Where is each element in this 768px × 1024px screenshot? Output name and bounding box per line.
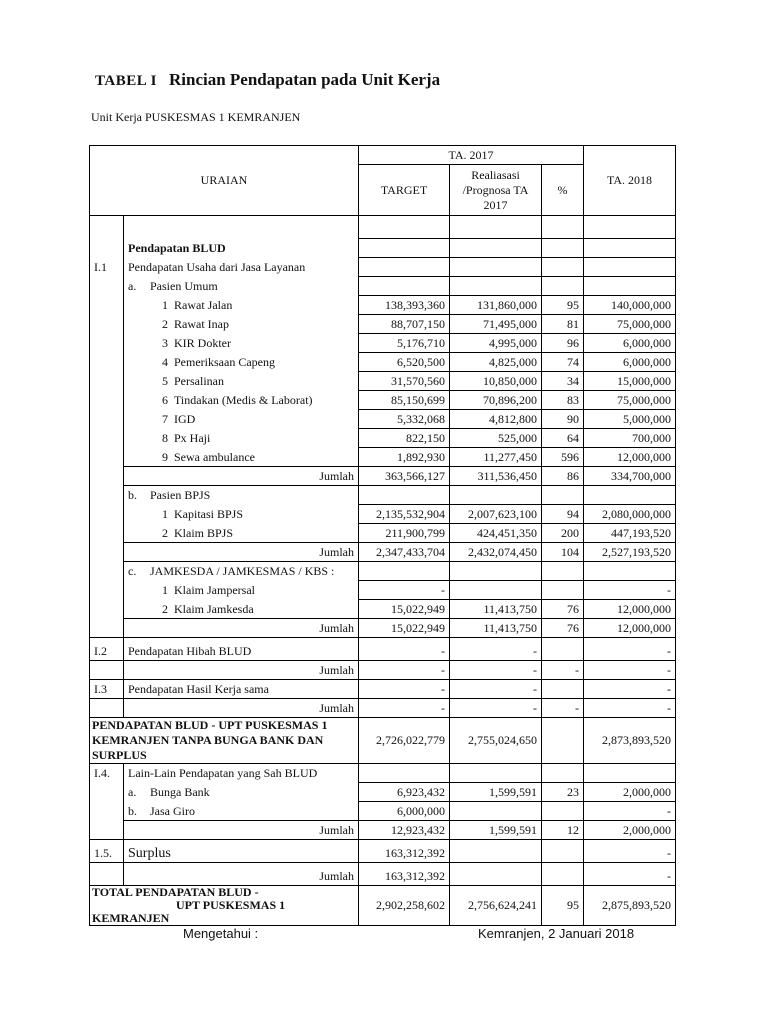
cell-realisasi: 11,413,750 [450, 599, 542, 618]
group-a [90, 276, 676, 295]
total-real: 2,756,624,241 [450, 885, 542, 925]
table-title [95, 70, 440, 90]
jumlah-label: Jumlah [124, 820, 359, 839]
table-row [90, 352, 676, 371]
jumlah-c-real: 11,413,750 [450, 618, 542, 637]
item-number: 8 [162, 431, 168, 445]
cell-target: 6,000,000 [359, 801, 450, 820]
cell-realisasi [450, 580, 542, 599]
jumlah-i3-row [90, 698, 676, 717]
table-row [90, 504, 676, 523]
jumlah-b-pct: 104 [542, 542, 584, 561]
total-label-line2: UPT PUSKESMAS 1 [176, 897, 286, 912]
code-i3: I.3 [90, 679, 124, 698]
cell-realisasi: 2,007,623,100 [450, 504, 542, 523]
jumlah-i4-ta2018: 2,000,000 [584, 820, 676, 839]
i5-pct [542, 839, 584, 862]
unit-line: Unit Kerja PUSKESMAS 1 KEMRANJEN [91, 110, 301, 124]
cell-ta2018: 700,000 [584, 428, 676, 447]
cell-ta2018: - [584, 580, 676, 599]
cell-pct: 90 [542, 409, 584, 428]
i2-target: - [359, 637, 450, 660]
cell-target: 1,892,930 [359, 447, 450, 466]
table-row [90, 599, 676, 618]
cell-ta2018: 5,000,000 [584, 409, 676, 428]
section-i4 [90, 763, 676, 782]
item-number: 1 [162, 298, 168, 312]
i2-ta2018: - [584, 637, 676, 660]
jumlah-i4-real: 1,599,591 [450, 820, 542, 839]
i3-real: - [450, 679, 542, 698]
cell-target: 85,150,699 [359, 390, 450, 409]
total-target: 2,902,258,602 [359, 885, 450, 925]
cell-pct: 23 [542, 782, 584, 801]
cell-target: 2,135,532,904 [359, 504, 450, 523]
item-name: Pemeriksaan Capeng [174, 355, 275, 369]
total-label [90, 885, 359, 925]
jumlah-i2-ta2018: - [584, 660, 676, 679]
jumlah-i4-pct: 12 [542, 820, 584, 839]
total-label-line1: TOTAL PENDAPATAN BLUD - [92, 885, 259, 899]
cell-ta2018: 75,000,000 [584, 390, 676, 409]
item-name: Tindakan (Medis & Laborat) [174, 393, 313, 407]
table-row [90, 371, 676, 390]
table-row [90, 801, 676, 820]
jumlah-label: Jumlah [124, 698, 359, 717]
cell-target: 6,923,432 [359, 782, 450, 801]
group-b-mark: b. [128, 488, 137, 502]
i5-target: 163,312,392 [359, 839, 450, 862]
table-row [90, 333, 676, 352]
cell-target: 88,707,150 [359, 314, 450, 333]
cell-pct: 83 [542, 390, 584, 409]
label-i3: Pendapatan Hasil Kerja sama [124, 679, 359, 698]
section-i3 [90, 679, 676, 698]
jumlah-a-row [90, 466, 676, 485]
item-name: Rawat Inap [174, 317, 229, 331]
header-row-1 [90, 146, 676, 165]
jumlah-c-row [90, 618, 676, 637]
header-ta2018: TA. 2018 [584, 146, 676, 216]
cell-pct: 76 [542, 599, 584, 618]
cell-realisasi: 131,860,000 [450, 295, 542, 314]
group-a-label: Pasien Umum [150, 279, 218, 293]
total-row [90, 885, 676, 925]
jumlah-i5-real [450, 862, 542, 885]
i5-real [450, 839, 542, 862]
i3-target: - [359, 679, 450, 698]
header-uraian: URAIAN [90, 146, 359, 216]
i2-pct [542, 637, 584, 660]
item-number: 2 [162, 525, 168, 540]
cell-realisasi: 4,825,000 [450, 352, 542, 371]
table-row [90, 523, 676, 542]
cell-target: 31,570,560 [359, 371, 450, 390]
cell-pct: 95 [542, 295, 584, 314]
group-b [90, 485, 676, 504]
table-row [90, 295, 676, 314]
item-number: 3 [162, 336, 168, 350]
jumlah-i2-row [90, 660, 676, 679]
item-name: IGD [174, 412, 196, 426]
subtotal-row [90, 717, 676, 763]
cell-target: 211,900,799 [359, 523, 450, 542]
cell-ta2018: 12,000,000 [584, 599, 676, 618]
header-pct: % [542, 165, 584, 216]
total-ta2018: 2,875,893,520 [584, 885, 676, 925]
jumlah-i2-target: - [359, 660, 450, 679]
header-target: TARGET [359, 165, 450, 216]
jumlah-b-ta2018: 2,527,193,520 [584, 542, 676, 561]
table-title-text: Rincian Pendapatan pada Unit Kerja [169, 70, 441, 89]
cell-ta2018: 15,000,000 [584, 371, 676, 390]
cell-target: 5,332,068 [359, 409, 450, 428]
subtotal-ta2018: 2,873,893,520 [584, 717, 676, 763]
table-row [90, 580, 676, 599]
item-name: Bunga Bank [150, 785, 210, 799]
item-number: 1 [162, 507, 168, 521]
jumlah-c-ta2018: 12,000,000 [584, 618, 676, 637]
spacer-row [90, 216, 676, 239]
label-i1: Pendapatan Usaha dari Jasa Layanan [124, 257, 359, 276]
cell-ta2018: 140,000,000 [584, 295, 676, 314]
item-number: 9 [162, 449, 168, 464]
footer-place-date: Kemranjen, 2 Januari 2018 [478, 926, 635, 941]
i3-pct [542, 679, 584, 698]
subtotal-pct [542, 717, 584, 763]
cell-pct: 34 [542, 371, 584, 390]
jumlah-a-pct: 86 [542, 466, 584, 485]
item-name: Persalinan [174, 374, 224, 388]
code-i1: I.1 [90, 257, 124, 276]
jumlah-i5-row [90, 862, 676, 885]
label-i4: Lain-Lain Pendapatan yang Sah BLUD [124, 763, 359, 782]
jumlah-i3-ta2018: - [584, 698, 676, 717]
jumlah-i2-real: - [450, 660, 542, 679]
cell-pct: 64 [542, 428, 584, 447]
jumlah-i3-real: - [450, 698, 542, 717]
group-c-label: JAMKESDA / JAMKESMAS / KBS : [150, 564, 335, 578]
cell-ta2018: 6,000,000 [584, 352, 676, 371]
jumlah-i4-row [90, 820, 676, 839]
header-realisasi: Realiasasi /Prognosa TA 2017 [450, 165, 542, 216]
table-row [90, 409, 676, 428]
item-name: Sewa ambulance [174, 449, 255, 464]
cell-ta2018: 12,000,000 [584, 447, 676, 466]
item-number: 2 [162, 317, 168, 331]
label-i2: Pendapatan Hibah BLUD [124, 637, 359, 660]
cell-realisasi: 71,495,000 [450, 314, 542, 333]
jumlah-b-row [90, 542, 676, 561]
jumlah-i5-pct [542, 862, 584, 885]
revenue-table [89, 145, 676, 926]
cell-ta2018: 2,080,000,000 [584, 504, 676, 523]
jumlah-c-pct: 76 [542, 618, 584, 637]
jumlah-label: Jumlah [124, 542, 359, 561]
header-ta2017: TA. 2017 [359, 146, 584, 165]
cell-target: 138,393,360 [359, 295, 450, 314]
section-i1 [90, 257, 676, 276]
cell-ta2018: 75,000,000 [584, 314, 676, 333]
table-row [90, 447, 676, 466]
section-i5 [90, 839, 676, 862]
cell-pct: 96 [542, 333, 584, 352]
cell-pct [542, 580, 584, 599]
jumlah-b-real: 2,432,074,450 [450, 542, 542, 561]
jumlah-label: Jumlah [124, 660, 359, 679]
item-name: Klaim Jamkesda [174, 601, 254, 616]
jumlah-b-target: 2,347,433,704 [359, 542, 450, 561]
table-number: TABEL I [95, 73, 157, 89]
code-i4: I.4. [90, 763, 124, 782]
cell-ta2018: - [584, 801, 676, 820]
label-i5: Surplus [124, 839, 359, 862]
jumlah-i5-target: 163,312,392 [359, 862, 450, 885]
cell-realisasi: 11,277,450 [450, 447, 542, 466]
section-blud-title: Pendapatan BLUD [124, 238, 359, 257]
cell-pct: 94 [542, 504, 584, 523]
cell-target: 6,520,500 [359, 352, 450, 371]
item-number: 7 [162, 412, 168, 426]
item-name: Rawat Jalan [174, 298, 233, 312]
subtotal-real: 2,755,024,650 [450, 717, 542, 763]
item-number: 4 [162, 355, 168, 369]
table-row [90, 390, 676, 409]
jumlah-c-target: 15,022,949 [359, 618, 450, 637]
jumlah-a-ta2018: 334,700,000 [584, 466, 676, 485]
section-blud [90, 238, 676, 257]
jumlah-i3-target: - [359, 698, 450, 717]
footer-acknowledged: Mengetahui : [183, 926, 259, 941]
table-row [90, 428, 676, 447]
item-name: Kapitasi BPJS [174, 507, 244, 521]
item-name: Jasa Giro [150, 803, 195, 818]
item-name: Klaim BPJS [174, 525, 234, 540]
group-a-mark: a. [128, 279, 137, 293]
cell-target: - [359, 580, 450, 599]
jumlah-i4-target: 12,923,432 [359, 820, 450, 839]
cell-realisasi: 525,000 [450, 428, 542, 447]
cell-realisasi: 1,599,591 [450, 782, 542, 801]
total-pct: 95 [542, 885, 584, 925]
cell-target: 5,176,710 [359, 333, 450, 352]
i2-real: - [450, 637, 542, 660]
item-name: Px Haji [174, 431, 211, 445]
section-i2 [90, 637, 676, 660]
cell-ta2018: 6,000,000 [584, 333, 676, 352]
cell-ta2018: 447,193,520 [584, 523, 676, 542]
item-number: 5 [162, 374, 168, 388]
jumlah-label: Jumlah [124, 862, 359, 885]
cell-realisasi: 70,896,200 [450, 390, 542, 409]
jumlah-label: Jumlah [124, 466, 359, 485]
code-i2: I.2 [90, 637, 124, 660]
item-mark: b. [128, 803, 137, 818]
table-row [90, 782, 676, 801]
item-name: KIR Dokter [174, 336, 231, 350]
cell-pct: 81 [542, 314, 584, 333]
cell-realisasi: 424,451,350 [450, 523, 542, 542]
total-label-line3: KEMRANJEN [92, 910, 170, 925]
cell-ta2018: 2,000,000 [584, 782, 676, 801]
jumlah-a-target: 363,566,127 [359, 466, 450, 485]
jumlah-i5-ta2018: - [584, 862, 676, 885]
jumlah-a-real: 311,536,450 [450, 466, 542, 485]
item-number: 1 [162, 583, 168, 597]
subtotal-target: 2,726,022,779 [359, 717, 450, 763]
cell-target: 15,022,949 [359, 599, 450, 618]
item-number: 6 [162, 393, 168, 407]
i5-ta2018: - [584, 839, 676, 862]
cell-realisasi [450, 801, 542, 820]
group-b-label: Pasien BPJS [150, 488, 211, 502]
jumlah-label: Jumlah [124, 618, 359, 637]
item-number: 2 [162, 601, 168, 616]
jumlah-i3-pct: - [542, 698, 584, 717]
cell-pct: 200 [542, 523, 584, 542]
cell-pct [542, 801, 584, 820]
group-c-mark: c. [128, 564, 137, 578]
subtotal-label: PENDAPATAN BLUD - UPT PUSKESMAS 1 KEMRANJEN TANPA BUNGA BANK DAN SURPLUS [90, 717, 359, 763]
jumlah-i2-pct: - [542, 660, 584, 679]
group-c [90, 561, 676, 580]
cell-target: 822,150 [359, 428, 450, 447]
cell-realisasi: 4,995,000 [450, 333, 542, 352]
table-row [90, 314, 676, 333]
i3-ta2018: - [584, 679, 676, 698]
cell-realisasi: 4,812,800 [450, 409, 542, 428]
code-i5: 1.5. [90, 839, 124, 862]
cell-realisasi: 10,850,000 [450, 371, 542, 390]
cell-pct: 74 [542, 352, 584, 371]
cell-pct: 596 [542, 447, 584, 466]
item-name: Klaim Jampersal [174, 583, 255, 597]
item-mark: a. [128, 785, 137, 799]
